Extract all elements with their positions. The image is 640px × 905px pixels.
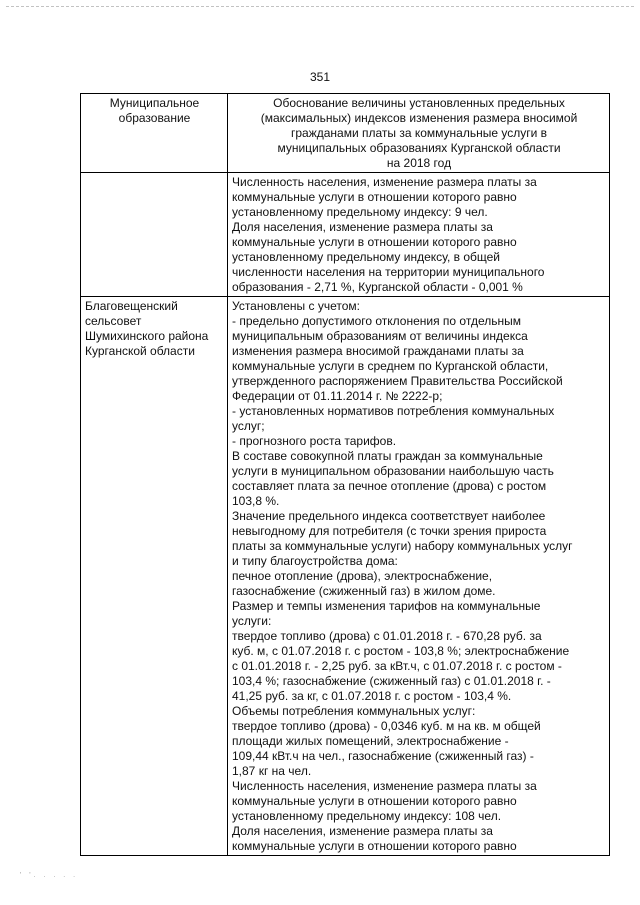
text-line: изменения размера вносимой гражданами платы за xyxy=(232,344,524,358)
municipality-line: Благовещенский xyxy=(85,299,178,313)
text-line: твердое топливо (дрова) с 01.01.2018 г. - 670,28 руб. за xyxy=(232,629,542,643)
scan-mark: ' '. . . . . xyxy=(20,872,79,879)
page-number: 351 xyxy=(309,70,331,84)
header-municipality-line: Муниципальное xyxy=(109,96,200,110)
text-line: коммунальные услуги в отношении которого равно xyxy=(232,190,517,204)
header-municipality-line: образование xyxy=(118,111,191,125)
text-line: платы за коммунальные услуги) набору коммунальных услуг xyxy=(232,539,573,553)
text-line: 103,4 %; газоснабжение (сжиженный газ) с 01.01.2018 г. - xyxy=(232,674,551,688)
header-justification-line: Обоснование величины установленных предельных xyxy=(273,96,565,110)
text-line: услуг; xyxy=(232,419,265,433)
header-municipality xyxy=(81,94,228,173)
text-line: Объемы потребления коммунальных услуг: xyxy=(232,704,476,718)
text-line: невыгодному для потребителя (с точки зрения прироста xyxy=(232,524,547,538)
text-line: услуги: xyxy=(232,614,272,628)
text-line: с 01.01.2018 г. - 2,25 руб. за кВт.ч, с 01.07.2018 г. с ростом - xyxy=(232,659,562,673)
text-line: образования - 2,71 %, Курганской области - 0,001 % xyxy=(232,280,523,294)
header-justification-line: (максимальных) индексов изменения размера вносимой xyxy=(260,111,578,125)
scan-edge-top xyxy=(6,6,634,7)
text-line: 103,8 %. xyxy=(232,494,280,508)
municipality-line: Курганской области xyxy=(85,344,195,358)
text-line: Федерации от 01.11.2014 г. № 2222-р; xyxy=(232,389,443,403)
municipality-cell xyxy=(81,297,228,856)
text-line: Значение предельного индекса соответствует наиболее xyxy=(232,509,546,523)
text-line: составляет плата за печное отопление (дрова) с ростом xyxy=(232,479,547,493)
text-line: коммунальные услуги в отношении которого равно xyxy=(232,235,517,249)
header-justification-line: муниципальных образованиях Курганской области xyxy=(277,141,561,155)
text-line: - установленных нормативов потребления коммунальных xyxy=(232,404,555,418)
justification-cell xyxy=(228,173,610,297)
text-line: 1,87 кг на чел. xyxy=(232,764,312,778)
table-header-row xyxy=(81,94,610,173)
justification-table xyxy=(80,93,610,856)
text-line: - прогнозного роста тарифов. xyxy=(232,434,397,448)
text-line: установленному предельному индексу: 9 чел. xyxy=(232,205,488,219)
text-line: численности населения на территории муниципального xyxy=(232,265,545,279)
municipality-line: сельсовет xyxy=(85,314,142,328)
text-line: Размер и темпы изменения тарифов на коммунальные xyxy=(232,599,541,613)
text-line: 109,44 кВт.ч на чел., газоснабжение (сжиженный газ) - xyxy=(232,749,534,763)
text-line: Численность населения, изменение размера платы за xyxy=(232,175,537,189)
text-line: печное отопление (дрова), электроснабжение, xyxy=(232,569,493,583)
text-line: коммунальные услуги в среднем по Курганской области, xyxy=(232,359,549,373)
justification-cell xyxy=(228,297,610,856)
text-line: 41,25 руб. за кг, с 01.07.2018 г. с ростом - 103,4 %. xyxy=(232,689,512,703)
text-line: - предельно допустимого отклонения по отдельным xyxy=(232,314,521,328)
text-line: Установлены с учетом: xyxy=(232,299,360,313)
table-row xyxy=(81,297,610,856)
header-justification-line: на 2018 год xyxy=(386,156,452,170)
text-line: муниципальным образованиям от величины индекса xyxy=(232,329,528,343)
municipality-line: Шумихинского района xyxy=(85,329,209,343)
text-line: услуги в муниципальном образовании наибольшую часть xyxy=(232,464,554,478)
text-line: твердое топливо (дрова) - 0,0346 куб. м на кв. м общей xyxy=(232,719,541,733)
header-justification-line: гражданами платы за коммунальные услуги в xyxy=(290,126,548,140)
text-line: установленному предельному индексу: 108 чел. xyxy=(232,809,502,823)
text-line: коммунальные услуги в отношении которого равно xyxy=(232,839,517,853)
text-line: куб. м, с 01.07.2018 г. с ростом - 103,8 %; электроснабжение xyxy=(232,644,570,658)
text-line: Доля населения, изменение размера платы за xyxy=(232,220,493,234)
header-justification xyxy=(228,94,610,173)
text-line: установленному предельному индексу, в общей xyxy=(232,250,500,264)
text-line: Доля населения, изменение размера платы за xyxy=(232,824,493,838)
text-line: коммунальные услуги в отношении которого равно xyxy=(232,794,517,808)
text-line: Численность населения, изменение размера платы за xyxy=(232,779,537,793)
table-row xyxy=(81,173,610,297)
text-line: и типу благоустройства дома: xyxy=(232,554,398,568)
text-line: В составе совокупной платы граждан за коммунальные xyxy=(232,449,543,463)
text-line: утвержденного распоряжением Правительства Российской xyxy=(232,374,563,388)
text-line: площади жилых помещений, электроснабжение - xyxy=(232,734,509,748)
municipality-cell xyxy=(81,173,228,297)
text-line: газоснабжение (сжиженный газ) в жилом доме. xyxy=(232,584,496,598)
